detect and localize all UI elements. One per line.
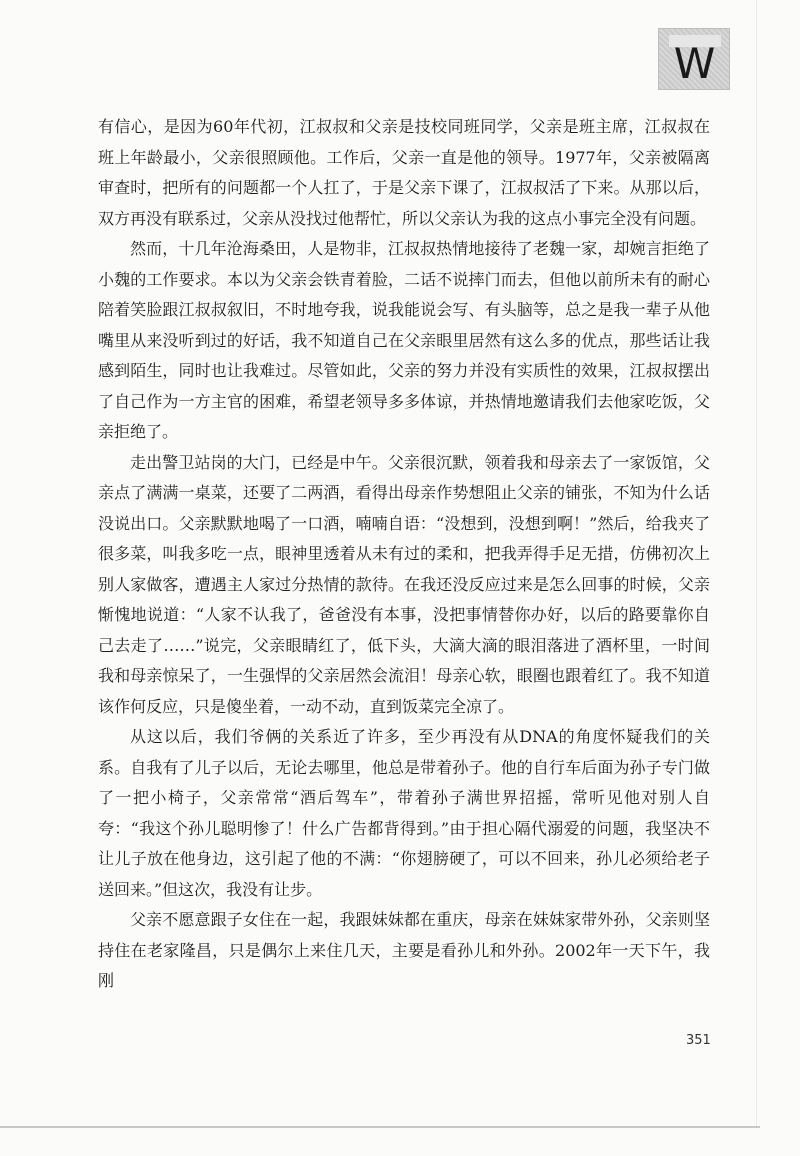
paragraph-5: 父亲不愿意跟子女住在一起，我跟妹妹都在重庆，母亲在妹妹家带外孙，父亲则坚持住在老家隆昌，只是偶尔上来住几天，主要是看孙儿和外孙。2002年一天下午，我刚 <box>98 910 710 990</box>
section-letter: W <box>673 39 715 88</box>
paragraph-4: 从这以后，我们爷俩的关系近了许多，至少再没有从DNA的角度怀疑我们的关系。自我有了儿子以后，无论去哪里，他总是带着孙子。他的自行车后面为孙子专门做了一把小椅子，父亲常常“酒后驾车”，带着孙子满世界招摇，常听见他对别人自夸：“我这个孙儿聪明惨了！什么广告都背得到。”由于担心隔代溺爱的问题，我坚决不让儿子放在他身边，这引起了他的不满：“你翅膀硬了，可以不回来，孙儿必须给老子送回来。”但这次，我没有让步。 <box>98 727 710 899</box>
body-text <box>98 112 710 997</box>
section-letter-badge <box>658 28 730 90</box>
paragraph-3: 走出警卫站岗的大门，已经是中午。父亲很沉默，领着我和母亲去了一家饭馆，父亲点了满满一桌菜，还要了二两酒，看得出母亲作势想阻止父亲的铺张，不知为什么话没说出口。父亲默默地喝了一口酒，喃喃自语：“没想到，没想到啊！”然后，给我夹了很多菜，叫我多吃一点，眼神里透着从未有过的柔和，把我弄得手足无措，仿佛初次上别人家做客，遭遇主人家过分热情的款待。在我还没反应过来是怎么回事的时候，父亲惭愧地说道：“人家不认我了，爸爸没有本事，没把事情替你办好，以后的路要靠你自己去走了……”说完，父亲眼睛红了，低下头，大滴大滴的眼泪落进了酒杯里，一时间我和母亲惊呆了，一生强悍的父亲居然会流泪！母亲心软，眼圈也跟着红了。我不知道该作何反应，只是傻坐着，一动不动，直到饭菜完全凉了。 <box>98 452 710 716</box>
paragraph-1: 有信心，是因为60年代初，江叔叔和父亲是技校同班同学，父亲是班主席，江叔叔在班上年龄最小，父亲很照顾他。工作后，父亲一直是他的领导。1977年，父亲被隔离审查时，把所有的问题都一个人扛了，于是父亲下课了，江叔叔活了下来。从那以后，双方再没有联系过，父亲从没找过他帮忙，所以父亲认为我的这点小事完全没有问题。 <box>98 117 710 228</box>
paragraph-2: 然而，十几年沧海桑田，人是物非，江叔叔热情地接待了老魏一家，却婉言拒绝了小魏的工作要求。本以为父亲会铁青着脸，二话不说摔门而去，但他以前所未有的耐心陪着笑脸跟江叔叔叙旧，不时地夸我，说我能说会写、有头脑等，总之是我一辈子从他嘴里从来没听到过的好话，我不知道自己在父亲眼里居然有这么多的优点，那些话让我感到陌生，同时也让我难过。尽管如此，父亲的努力并没有实质性的效果，江叔叔摆出了自己作为一方主官的困难，希望老领导多多体谅，并热情地邀请我们去他家吃饭，父亲拒绝了。 <box>98 239 710 441</box>
page-number: 351 <box>686 1033 711 1048</box>
page-bottom-edge <box>0 1126 760 1128</box>
page-edge-line <box>756 0 757 1128</box>
